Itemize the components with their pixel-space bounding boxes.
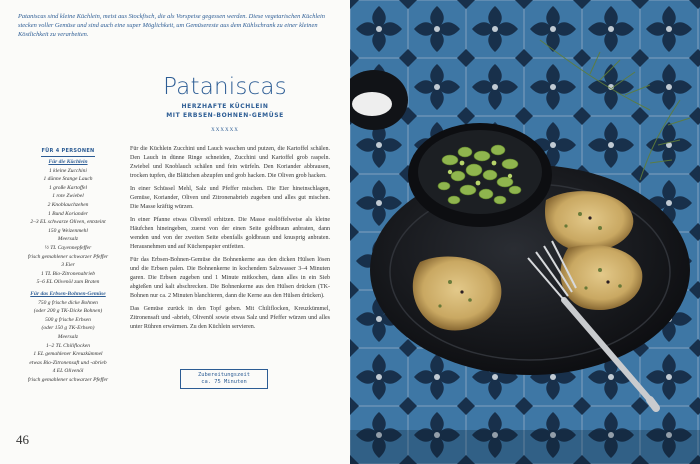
ingredient: frisch gemahlener schwarzer Pfeffer [27,253,109,260]
ingredient: 1–2 TL Chiliflocken [46,342,90,349]
intro-text: Pataniscas sind kleine Küchlein, meist aus Stockfisch, die als Vorspeise gegessen werden. Diese vegetarischen Küchlein stecken voller Gemüse und sind auch eine super Möglichkeit, um Gemüsereste aus dem Kühlschrank zu einer kleinen Köstlichkeit zu verarbeiten. [18,13,325,39]
servings-header: FÜR 4 PERSONEN [41,147,94,157]
ingredients-list [18,147,118,385]
ingredient: 1 kleine Zucchini [49,167,87,174]
ornament: XXXXXX [211,128,239,133]
ingredient: (oder 150 g TK-Erbsen) [41,325,95,332]
ingredient: 750 g frische dicke Bohnen [38,299,98,306]
method-step: Für die Küchlein Zucchini und Lauch waschen und putzen, die Kartoffel schälen. Den Lauch in dünne Ringe schneiden, Zucchini und Kartoffel grob raspeln. Zwiebel und Knoblauch schälen und fein würfeln. Den Koriander abbrausen, trocken tupfen, die Blättchen abzupfen und grob hacken. Die Oliven grob hacken. [130,146,330,179]
bean-bowl [408,123,552,227]
method-text [130,145,330,336]
method-step: In einer Pfanne etwas Olivenöl erhitzen. Die Masse esslöffelweise als kleine Häufchen hineingeben, zuerst von der einen Seite goldbraun anbraten, dann wenden und von der zweiten Seite ebenfalls goldbraun und knusprig anbraten. Herausnehmen und auf Küchenpapier entfetten. [130,217,330,250]
ingredient: 500 g frische Erbsen [45,316,91,323]
food-photo [350,0,700,464]
page-number: 46 [16,432,29,447]
ingredient: 5–6 EL Olivenöl zum Braten [36,279,100,286]
method-step: Das Gemüse zurück in den Topf geben. Mit Chiliflocken, Kreuzkümmel, Zitronensaft und -abrieb, Olivenöl sowie etwas Salz und Pfeffer würzen und alles unter Rühren erwärmen. Zu den Küchlein servieren. [130,306,330,330]
ingredient: 3 Eier [61,262,75,269]
section-title-kuechlein: Für die Küchlein [48,159,88,166]
ingredient: 1 große Kartoffel [49,184,87,191]
ingredient: 1 TL Bio-Zitronenabrieb [40,270,96,277]
ingredient: 1 dünne Stange Lauch [43,176,93,183]
ingredient: ½ TL Cayennepfeffer [44,245,92,252]
ingredient: 1 rote Zwiebel [52,193,84,200]
ingredient: 1 Bund Koriander [47,210,89,217]
prep-time-label: Zubereitungszeit [198,372,250,378]
subtitle-line-2: MIT ERBSEN-BOHNEN-GEMÜSE [166,112,284,119]
ingredient: Meersalz [57,236,79,243]
food-photo-illustration [350,0,700,464]
recipe-title: Pataniscas [163,74,287,100]
method-step: In einer Schüssel Mehl, Salz und Pfeffer mischen. Die Eier hineinschlagen, Gemüse, Koriander, Oliven und Zitronenabrieb zugeben und alles gut mischen. Die Masse kräftig würzen. [130,186,330,210]
recipe-subtitle [130,102,320,120]
ingredient: (oder 200 g TK-Dicke Bohnen) [33,308,103,315]
subtitle-line-1: HERZHAFTE KÜCHLEIN [181,103,269,110]
prep-time-value: ca. 75 Minuten [201,379,247,386]
method-step: Für das Erbsen-Bohnen-Gemüse die Bohnenkerne aus den dicken Hülsen lösen und die Erbsen palen. Die Bohnenkerne in kochendem Salzwasser 3–4 Minuten garen. Die Erbsen zugeben und 1 Minute mitkochen, dann alles in ein Sieb abgießen und kalt abschrecken. Die Bohnenkerne aus den Hülsen drücken (TK-Bohnen nur ca. 2 Minuten blanchieren, dann die Kerne aus den Hülsen drücken). [130,257,330,299]
ingredient: 150 g Weizenmehl [48,227,88,234]
ingredient: 2–3 EL schwarze Oliven, entsteint [30,219,106,226]
ingredient: frisch gemahlener schwarzer Pfeffer [27,376,109,383]
ingredient: 4 EL Olivenöl [52,368,84,375]
ingredient: etwas Bio-Zitronensaft und -abrieb [29,359,107,366]
ingredient: 2 Knoblauchzehen [47,202,89,209]
ingredient: Meersalz [57,333,79,340]
section-title-gemuese: Für das Erbsen-Bohnen-Gemüse [30,291,106,297]
ingredient: 1 EL gemahlener Kreuzkümmel [33,351,103,358]
prep-time-box [180,369,268,389]
